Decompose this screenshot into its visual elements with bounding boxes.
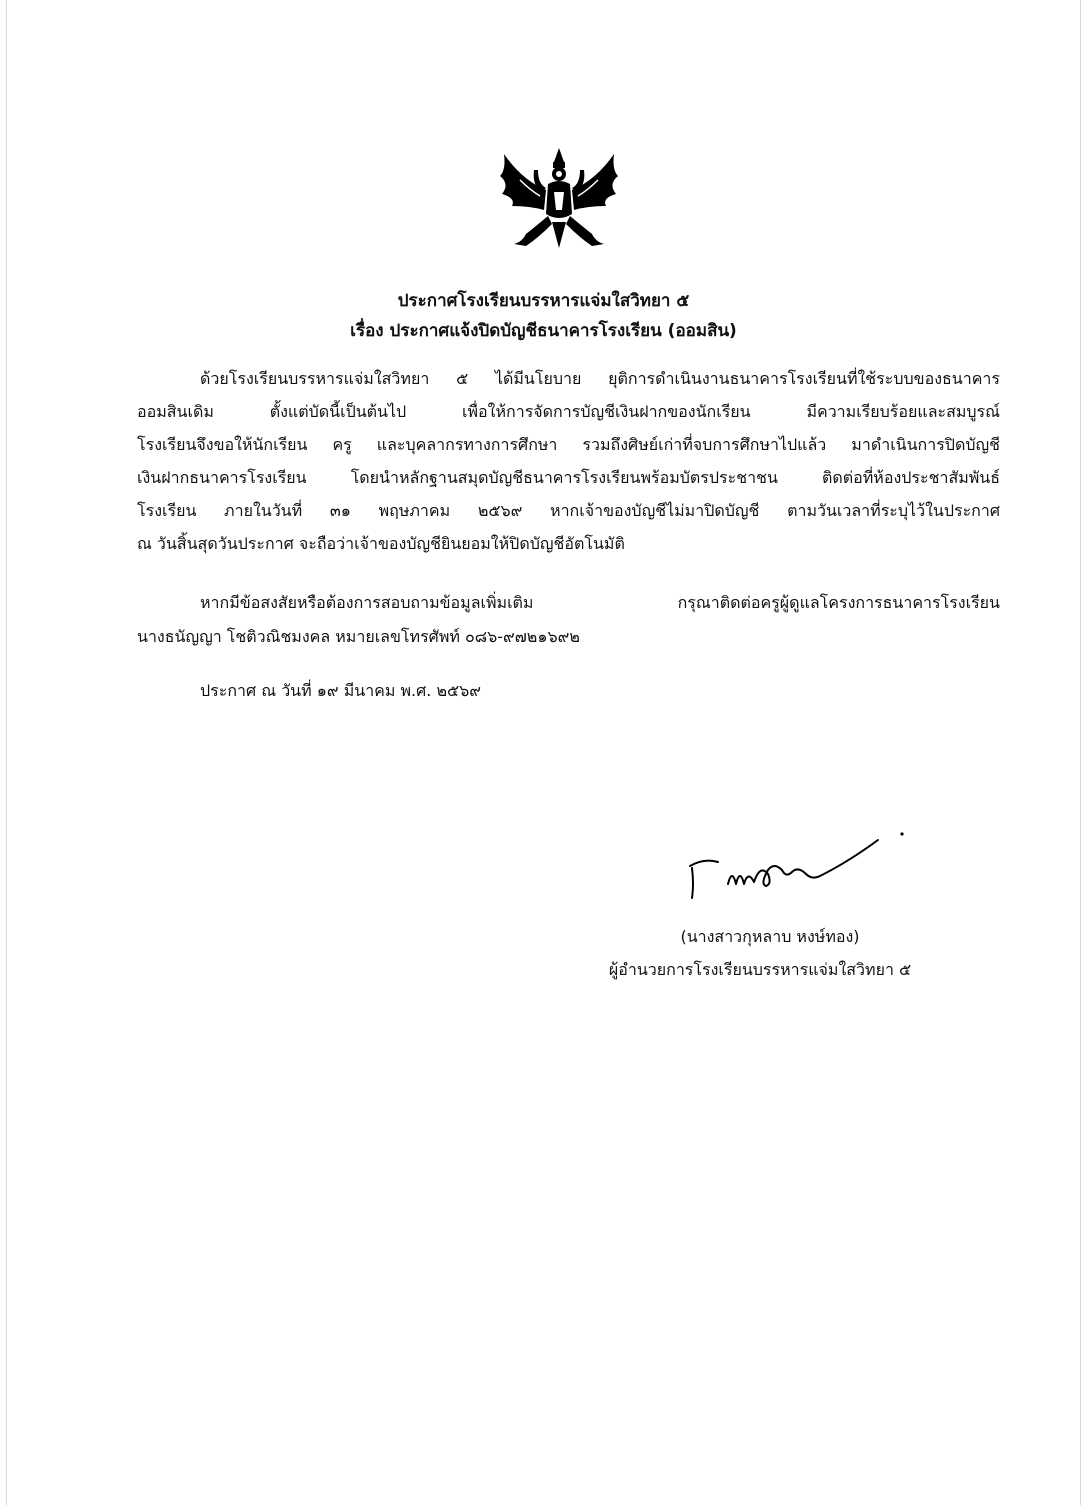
paragraph-1-line: ด้วยโรงเรียนบรรหารแจ่มใสวิทยา ๕ ได้มีนโยบาย ยุติการดำเนินงานธนาคารโรงเรียนที่ใช้ระบบของธนาคาร bbox=[200, 369, 1000, 388]
paragraph-1-line: เงินฝากธนาคารโรงเรียน โดยนำหลักฐานสมุดบัญชีธนาคารโรงเรียนพร้อมบัตรประชาชน ติดต่อที่ห้องประชาสัมพันธ์ bbox=[137, 468, 1000, 487]
announcement-title: ประกาศโรงเรียนบรรหารแจ่มใสวิทยา ๕ bbox=[397, 291, 690, 311]
paragraph-2-line: หากมีข้อสงสัยหรือต้องการสอบถามข้อมูลเพิ่มเติม กรุณาติดต่อครูผู้ดูแลโครงการธนาคารโรงเรียน bbox=[200, 593, 1000, 612]
announcement-subject: เรื่อง ประกาศแจ้งปิดบัญชีธนาคารโรงเรียน (ออมสิน) bbox=[350, 321, 737, 341]
paragraph-2-line: นางธนัญญา โชติวณิชมงคล หมายเลขโทรศัพท์ ๐๘๖-๙๗๒๑๖๙๒ bbox=[137, 627, 580, 646]
paragraph-1-line: โรงเรียน ภายในวันที่ ๓๑ พฤษภาคม ๒๕๖๙ หากเจ้าของบัญชีไม่มาปิดบัญชี ตามวันเวลาที่ระบุไว้ในประกาศ bbox=[137, 501, 1000, 520]
signatory-name: (นางสาวกุหลาบ หงษ์ทอง) bbox=[680, 927, 860, 946]
paragraph-1-line: ออมสินเดิม ตั้งแต่บัดนี้เป็นต้นไป เพื่อให้การจัดการบัญชีเงินฝากของนักเรียน มีความเรียบร้อยและสมบูรณ์ bbox=[137, 402, 1000, 421]
garuda-emblem-icon bbox=[496, 140, 622, 260]
paragraph-1-line: โรงเรียนจึงขอให้นักเรียน ครู และบุคลากรทางการศึกษา รวมถึงศิษย์เก่าที่จบการศึกษาไปแล้ว มาดำเนินการปิดบัญชี bbox=[137, 435, 1000, 454]
announcement-date: ประกาศ ณ วันที่ ๑๙ มีนาคม พ.ศ. ๒๕๖๙ bbox=[200, 681, 481, 700]
paragraph-1-line: ณ วันสิ้นสุดวันประกาศ จะถือว่าเจ้าของบัญชียินยอมให้ปิดบัญชีอัตโนมัติ bbox=[137, 534, 625, 553]
signatory-position: ผู้อำนวยการโรงเรียนบรรหารแจ่มใสวิทยา ๕ bbox=[608, 960, 912, 979]
signature-image bbox=[688, 826, 910, 910]
